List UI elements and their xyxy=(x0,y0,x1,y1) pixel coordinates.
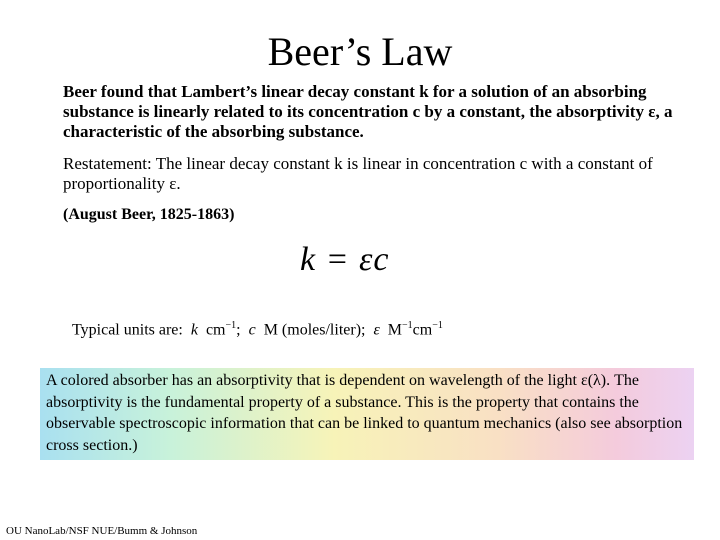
units-c-symbol: c xyxy=(248,321,256,339)
typical-units-line: Typical units are: k $cm^{-1}$; c M (moles/liter); ε $M^{-1}cm^{-1}$ xyxy=(72,320,443,339)
units-k-unit: cm xyxy=(205,321,226,339)
units-c-unit: M (moles/liter); xyxy=(263,321,366,339)
units-eps-exp-a: −1 xyxy=(402,320,413,331)
units-eps-symbol: ε xyxy=(373,321,380,339)
restatement-paragraph: Restatement: The linear decay constant k is linear in concentration c with a constant of proportionality ε. xyxy=(63,154,653,193)
slide-title: Beer’s Law xyxy=(267,29,453,74)
footer-credit: OU NanoLab/NSF NUE/Bumm & Johnson xyxy=(6,525,198,537)
units-k-exp: −1 xyxy=(225,320,237,331)
units-k-symbol: k xyxy=(190,321,198,339)
beer-description-paragraph: Beer found that Lambert’s linear decay constant k for a solution of an absorbing substance is linearly related to its concentration c by a constant, the absorptivity ε, a characteristic of the absorbing substance. xyxy=(63,82,673,141)
units-prefix: Typical units are: xyxy=(72,321,183,339)
beer-law-equation: k = εc xyxy=(300,241,390,278)
units-eps-unit-a: M xyxy=(387,321,403,339)
units-eps-unit-b: cm xyxy=(412,321,433,339)
absorptivity-info-box: A colored absorber has an absorptivity that is dependent on wavelength of the light ε(λ). The absorptivity is the fundamental property of a substance. This is the property that contains the observable spectroscopic information that can be linked to quantum mechanics (also see absorption cross section.) xyxy=(40,368,694,460)
attribution-text: (August Beer, 1825-1863) xyxy=(63,206,235,223)
units-eps-exp-b: −1 xyxy=(432,320,443,331)
